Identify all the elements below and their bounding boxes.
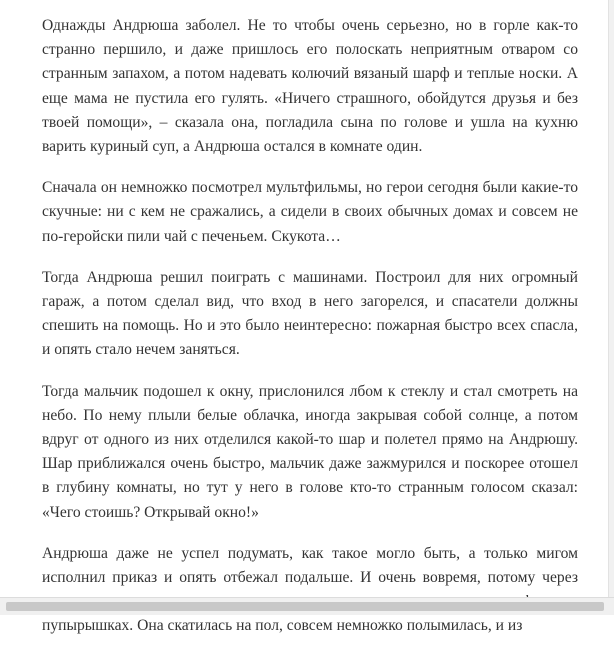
story-text xyxy=(42,14,578,656)
paragraph-5: Андрюша даже не успел подумать, как такое могло быть, а только мигом исполнил приказ и опять отбежал подальше. И очень вовремя, потому через пупырышках. Она скатилась на пол, совсем немножко полымилась, и из xyxy=(42,544,578,635)
paragraph-2: Сначала он немножко посмотрел мультфильмы, но герои сегодня были какие-то скучные: ни с кем не сражались, а сидели в своих обычных домах и совсем не по-геройски пили чай с печеньем. Скукота… xyxy=(42,179,578,245)
vertical-scrollbar-track[interactable] xyxy=(608,0,614,615)
paragraph-4: Тогда мальчик подошел к окну, прислонился лбом к стеклу и стал смотреть на небо. По нему плыли белые облачка, иногда закрывая собой солнце, а потом вдруг от одного из них отделился какой-то шар и полетел прямо на Андрюшу. Шар приближался очень быстро, мальчик даже зажмурился и поскорее отошел в глубину комнаты, но тут у него в голове кто-то странным голосом сказал: «Чего стоишь? Открывай окно!» xyxy=(42,382,578,521)
paragraph-1: Однажды Андрюша заболел. Не то чтобы очень серьезно, но в горле как-то странно першило, и даже пришлось его полоскать неприятным отваром со странным запахом, а потом надевать колючий вязаный шарф и теплые носки. А еще мама не пустила его гулять. «Ничего страшного, обойдутся друзья и без твоей помощи», – сказала она, погладила сына по голове и ушла на кухню варить куриный суп, а Андрюша остался в комнате один. xyxy=(42,17,578,156)
paragraph-3: Тогда Андрюша решил поиграть с машинами. Построил для них огромный гараж, а потом сделал вид, что вход в него загорелся, и спасатели должны спешить на помощь. Но и это было неинтересно: пожарная быстро всех спасла, и опять стало нечем заняться. xyxy=(42,268,578,359)
horizontal-scrollbar[interactable] xyxy=(0,597,614,615)
horizontal-scrollbar-thumb[interactable] xyxy=(6,602,604,611)
